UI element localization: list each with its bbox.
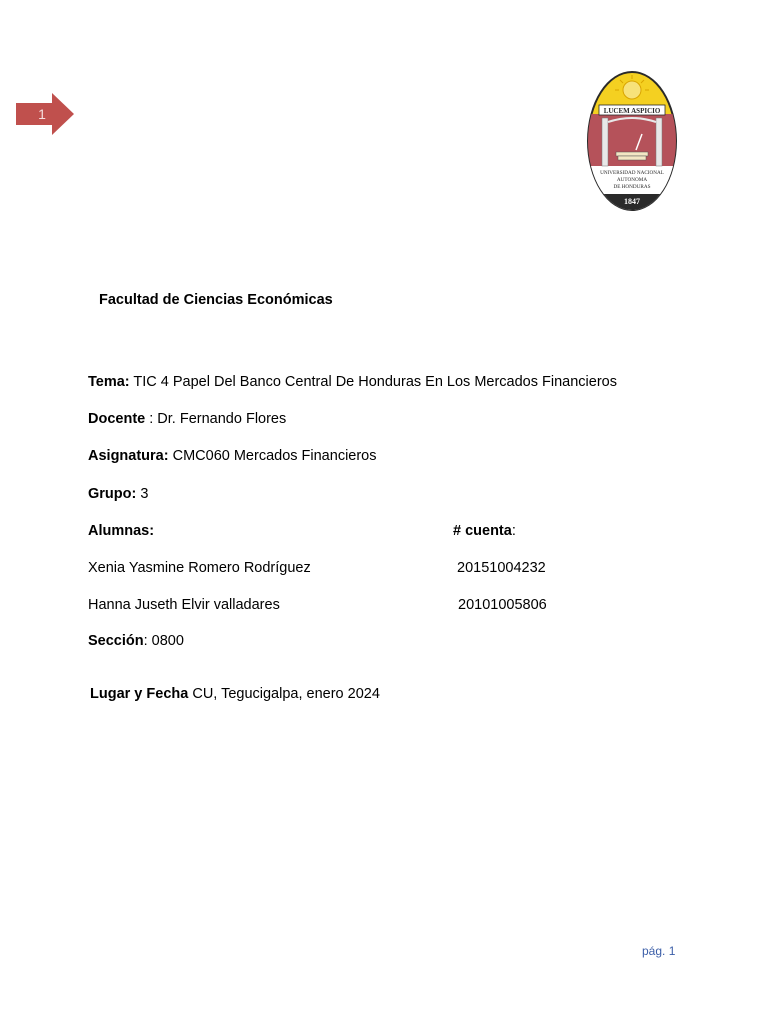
student-account: 20151004232 (457, 560, 546, 576)
docente-value: : Dr. Fernando Flores (145, 411, 287, 427)
grupo-label: Grupo: (88, 486, 137, 502)
docente-label: Docente (88, 411, 146, 427)
seccion-label: Sección (88, 633, 144, 649)
page-number: 1 (38, 106, 46, 122)
student-name: Xenia Yasmine Romero Rodríguez (88, 560, 311, 576)
docente-line (88, 411, 286, 427)
seal-year: 1847 (624, 197, 640, 206)
seccion-value: : 0800 (143, 633, 184, 649)
cuenta-header (453, 523, 516, 539)
cuenta-label: # cuenta (453, 523, 512, 539)
seal-name-line-2: AUTONOMA (616, 177, 648, 183)
tema-label: Tema: (88, 374, 130, 390)
seal-emblem-icon (586, 70, 678, 212)
seal-motto: LUCEM ASPICIO (603, 107, 661, 115)
asignatura-label: Asignatura: (88, 448, 169, 464)
tema-line (88, 374, 617, 390)
student-account: 20101005806 (458, 597, 547, 613)
cuenta-suffix: : (511, 523, 516, 539)
alumnas-header: Alumnas: (88, 523, 155, 539)
seal-name-line-1: UNIVERSIDAD NACIONAL (600, 170, 664, 176)
lugar-fecha-line (90, 686, 380, 702)
page-number-badge (16, 93, 74, 135)
grupo-value: 3 (136, 486, 149, 502)
asignatura-line (88, 448, 377, 464)
asignatura-value: CMC060 Mercados Financieros (168, 448, 377, 464)
seal-name-line-3: DE HONDURAS (613, 184, 651, 190)
grupo-line (88, 486, 148, 502)
lugar-fecha-label: Lugar y Fecha (90, 686, 189, 702)
footer-page-number: pág. 1 (642, 944, 676, 958)
faculty-title: Facultad de Ciencias Económicas (99, 292, 333, 308)
lugar-fecha-value: CU, Tegucigalpa, enero 2024 (188, 686, 380, 702)
tema-value: TIC 4 Papel Del Banco Central De Honduras En Los Mercados Financieros (129, 374, 617, 390)
university-seal (586, 70, 678, 212)
seccion-line (88, 633, 184, 649)
student-name: Hanna Juseth Elvir valladares (88, 597, 280, 613)
